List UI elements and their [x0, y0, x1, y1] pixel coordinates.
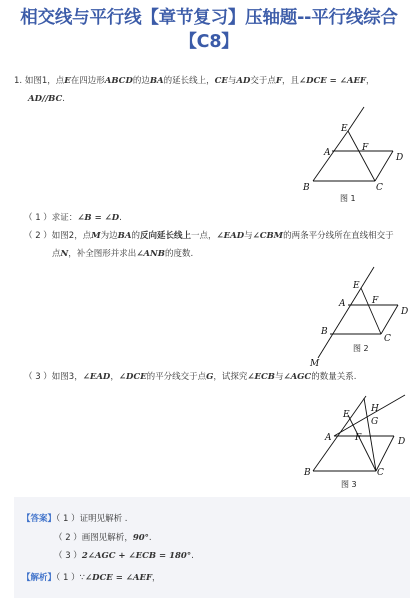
fig1-line-CD [375, 151, 393, 181]
fig3-label-G: G [371, 417, 379, 427]
question-number: 1. [14, 76, 23, 86]
fig2-line-CE [361, 288, 381, 334]
stem-text: 如图1，点 [24, 76, 65, 86]
part-1-end: . [119, 213, 122, 223]
fig2-label-E: E [353, 281, 360, 291]
fig1-line-BE [313, 131, 348, 181]
figure-1 [298, 106, 418, 196]
stem-text: 的延长线上， [163, 76, 215, 86]
math-F: F [275, 76, 282, 86]
math-G: G [206, 372, 214, 382]
math-BA: BA [149, 76, 164, 86]
fig1-label-A: A [324, 148, 331, 158]
figure-2-caption: 图 2 [353, 344, 369, 353]
title-line-2: 【C8】 [179, 32, 239, 52]
fig2-line-CD [381, 305, 398, 334]
part-3-text: 的数量关系. [311, 372, 357, 382]
answer-panel [14, 497, 410, 598]
math-E: E [64, 76, 71, 86]
math-EAD: ∠EAD [82, 372, 111, 382]
part-3-text: ， [110, 372, 119, 382]
part-3-text: 与 [274, 372, 284, 382]
math-EAD: ∠EAD [216, 231, 245, 241]
page-title [0, 6, 418, 54]
part-2-text: 与 [244, 231, 253, 241]
math-N: N [60, 249, 69, 259]
fig3-label-F: F [355, 433, 362, 443]
part-2-text: ，补全图形并求出 [68, 249, 137, 259]
part-1-label: （ 1 ）求证： [24, 213, 78, 223]
answer-3-text: （ 3 ） [54, 551, 82, 561]
fig3-line-CD [376, 436, 394, 471]
fig2-label-C: C [384, 334, 391, 344]
fig3-label-C: C [377, 468, 384, 478]
math-ECB: ∠ECB [247, 372, 275, 382]
stem-text: 与 [227, 76, 237, 86]
fig2-label-D: D [401, 307, 409, 317]
answer-line-2 [54, 531, 152, 543]
part-1 [24, 209, 122, 227]
fig3-label-E: E [343, 410, 350, 420]
stem-text: 的边 [132, 76, 150, 86]
title-line-1: 相交线与平行线【章节复习】压轴题--平行线综合 [20, 8, 398, 28]
answer-line-3 [54, 549, 194, 561]
fig1-label-C: C [376, 183, 383, 193]
fig1-line-CE [348, 131, 375, 181]
fig3-label-B: B [304, 468, 311, 478]
answer-2-end: . [148, 533, 152, 543]
math-AGC: ∠AGC [283, 372, 312, 382]
math-ANB: ∠ANB [136, 249, 165, 259]
part-2-text: 一点， [190, 231, 217, 241]
part-2-label: （ 2 ）如图2，点 [24, 231, 92, 241]
answer-2-value: 90° [132, 533, 149, 543]
analysis-expr: ∠DCE = ∠AEF [85, 573, 153, 583]
analysis-line-1 [22, 571, 161, 583]
part-2-text: 为边 [100, 231, 118, 241]
fig2-label-B: B [321, 327, 328, 337]
answer-line-1 [22, 512, 127, 524]
question-stem [14, 72, 404, 108]
math-ABCD: ABCD [104, 76, 133, 86]
fig1-label-E: E [341, 124, 348, 134]
math-condition-2: AD//BC [28, 94, 63, 104]
fig3-label-H: H [371, 404, 379, 414]
figure-3 [298, 393, 418, 478]
stem-text: ， [365, 76, 375, 86]
figure-3-caption: 图 3 [341, 480, 357, 489]
math-condition-1: ∠DCE = ∠AEF [298, 76, 366, 86]
math-M: M [91, 231, 101, 241]
analysis-text: （ 1 ）∵ [56, 573, 85, 583]
part-1-expr: ∠B = ∠D [77, 213, 120, 223]
math-BA: BA [117, 231, 132, 241]
stem-text: ，且 [281, 76, 299, 86]
answer-1: （ 1 ）证明见解析 . [56, 514, 128, 524]
fig3-label-D: D [398, 437, 406, 447]
part-2-text: 的两条平分线所在直线相交于 [283, 231, 394, 241]
answer-3-value: 2∠AGC + ∠ECB = 180° [81, 551, 192, 561]
math-AD: AD [236, 76, 251, 86]
part-3-label: （ 3 ）如图3， [24, 372, 83, 382]
fig3-label-A: A [325, 433, 332, 443]
part-3 [24, 368, 356, 386]
part-3-text: 的平分线交于点 [146, 372, 207, 382]
stem-text: 在四边形 [70, 76, 105, 86]
part-2-text: 的度数. [164, 249, 194, 259]
answer-2-text: （ 2 ）画图见解析， [54, 533, 133, 543]
answer-tag: 【答案】 [22, 514, 57, 524]
fig2-label-A: A [339, 299, 346, 309]
math-CE: CE [214, 76, 228, 86]
math-DCE: ∠DCE [118, 372, 147, 382]
analysis-end: ， [152, 573, 161, 583]
fig2-label-F: F [372, 296, 379, 306]
fig2-label-M: M [310, 359, 320, 369]
part-2 [24, 227, 414, 263]
stem-text: . [62, 94, 65, 104]
part-2-text: 的 [131, 231, 140, 241]
fig1-label-D: D [396, 153, 404, 163]
answer-3-end: . [191, 551, 194, 561]
fig1-label-B: B [303, 183, 310, 193]
part-2-emphasis: 反向延长线上 [139, 231, 191, 241]
stem-text: 交于点 [250, 76, 276, 86]
math-CBM: ∠CBM [252, 231, 284, 241]
part-3-text: ，试探究 [213, 372, 248, 382]
analysis-tag: 【解析】 [22, 573, 57, 583]
fig1-ray-E [348, 107, 364, 131]
part-2-text: 点 [52, 249, 61, 259]
fig1-label-F: F [362, 143, 369, 153]
figure-1-caption: 图 1 [340, 194, 356, 203]
